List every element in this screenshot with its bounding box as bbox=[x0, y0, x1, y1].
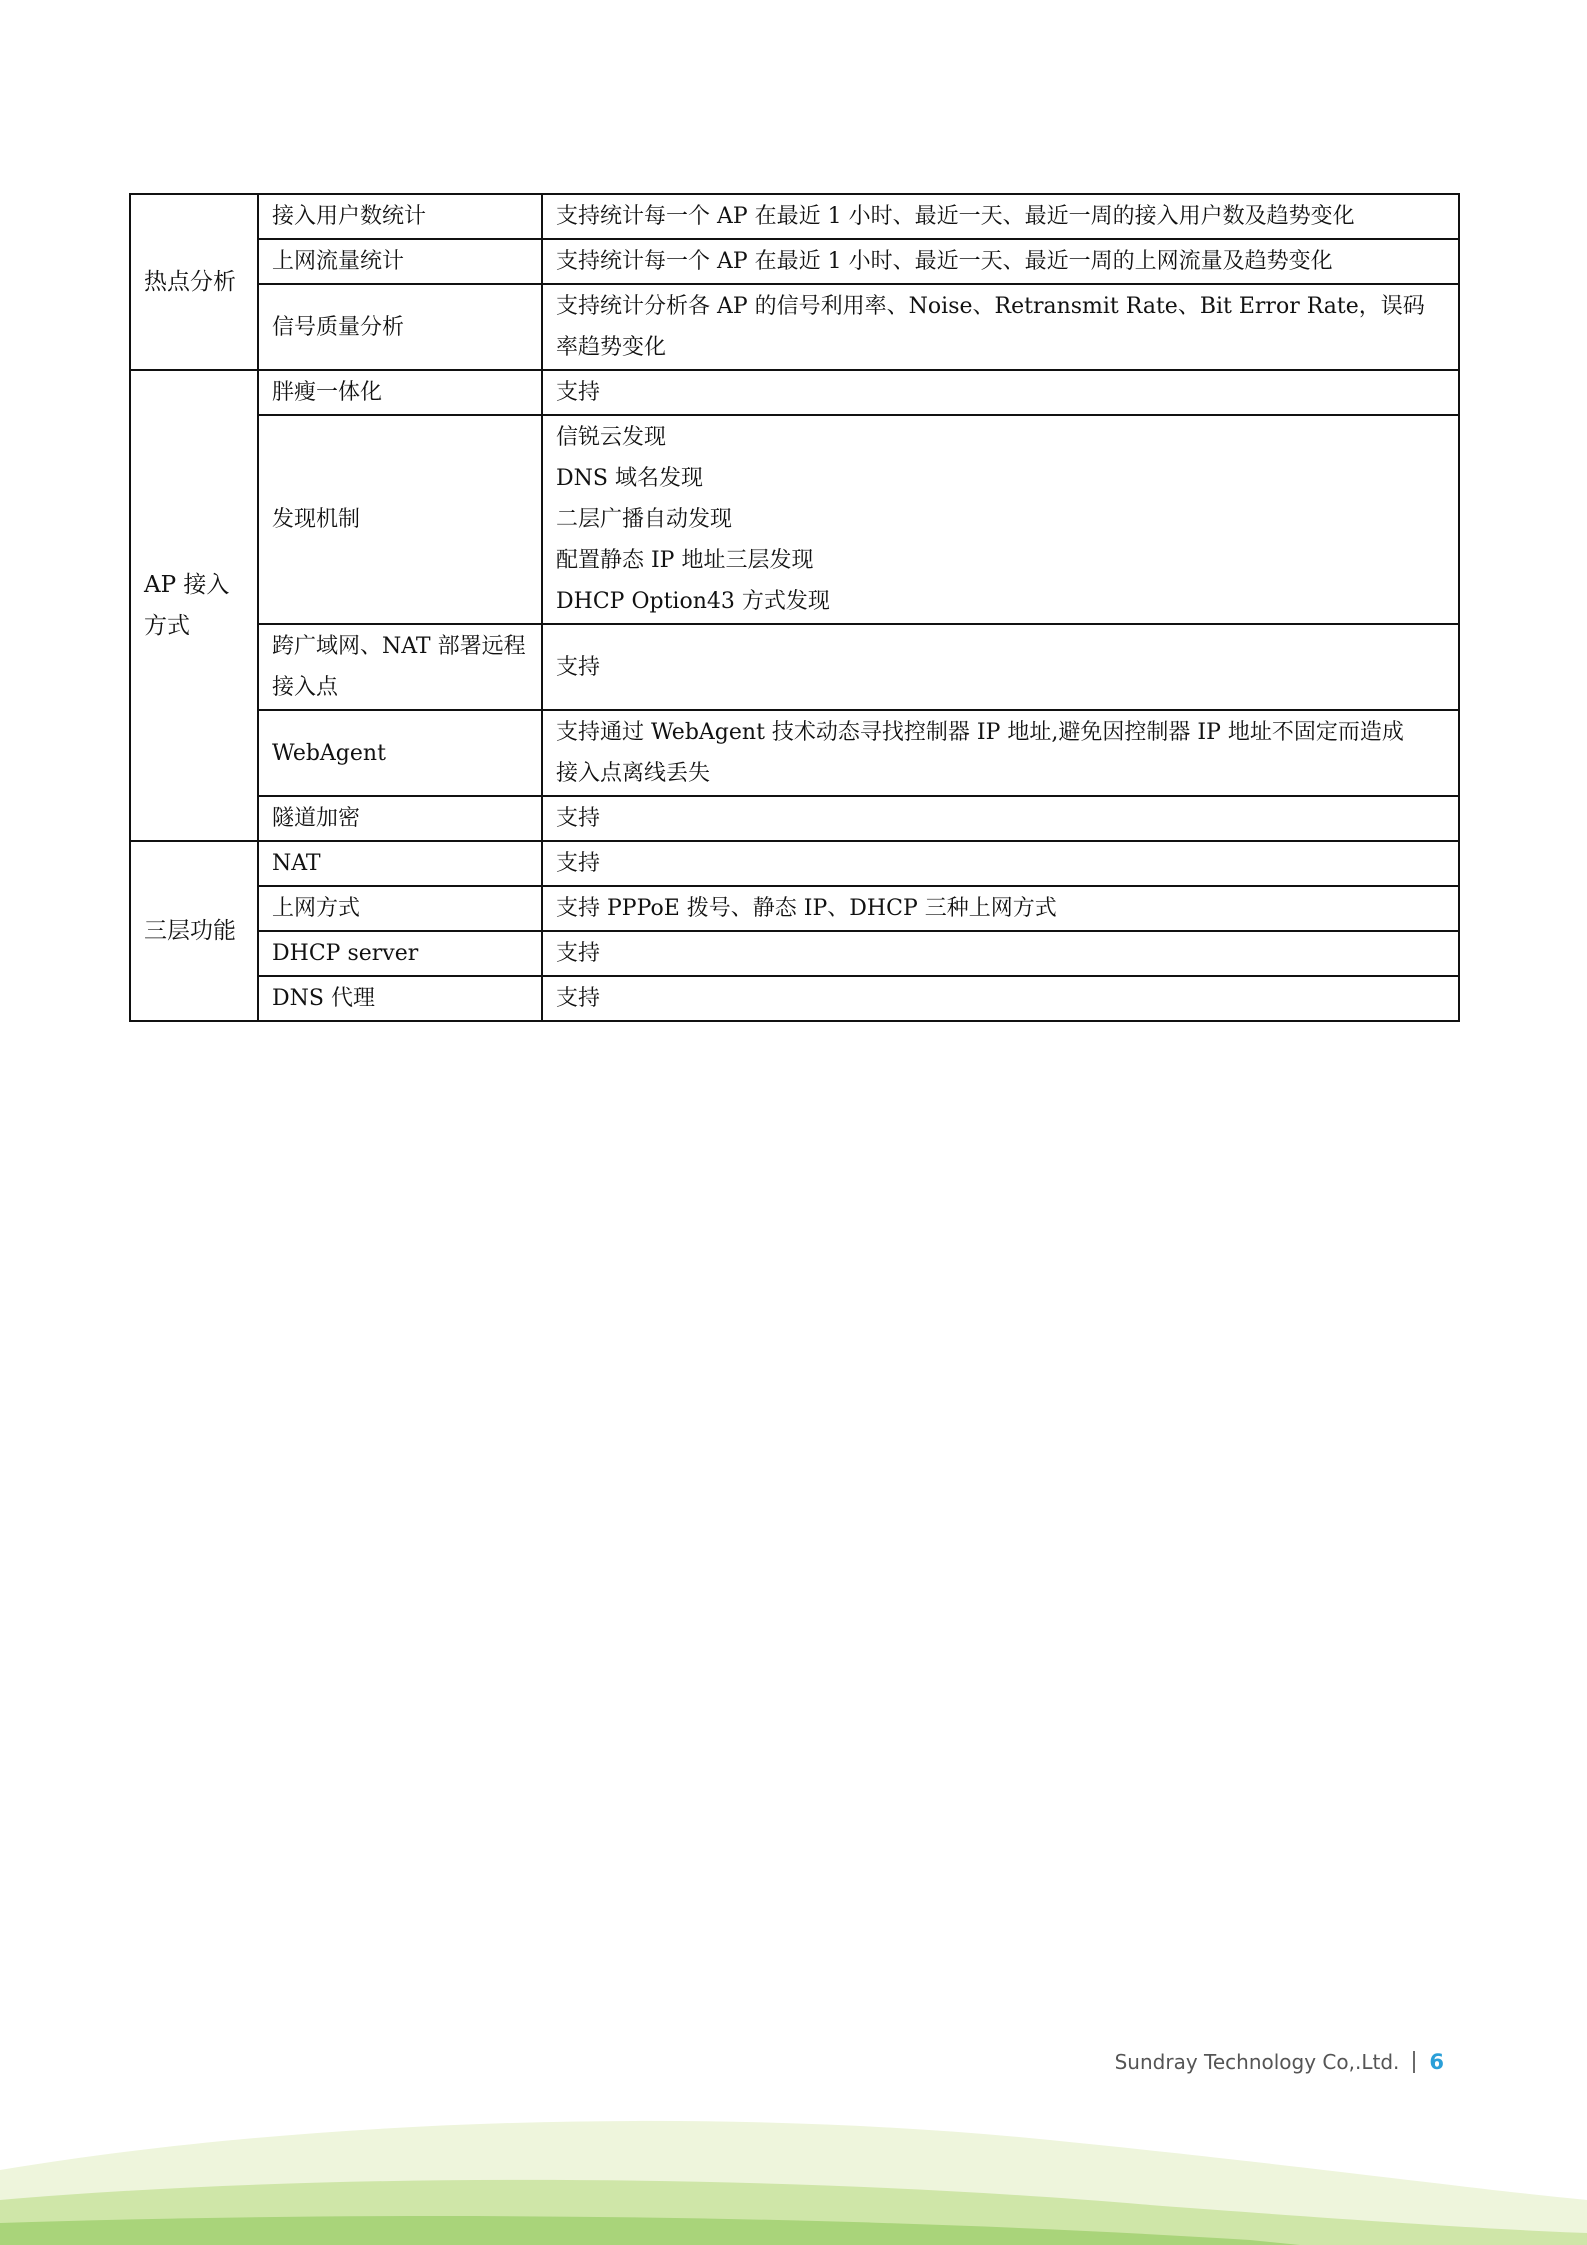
table-row bbox=[130, 194, 1459, 239]
description-text-line: 支持统计每一个 AP 在最近 1 小时、最近一天、最近一周的接入用户数及趋势变化 bbox=[556, 204, 1355, 229]
feature-text-line: 上网方式 bbox=[272, 896, 361, 921]
table-row bbox=[130, 976, 1459, 1021]
page-footer bbox=[1115, 2050, 1444, 2074]
description-text-line: 配置静态 IP 地址三层发现 bbox=[556, 548, 814, 573]
feature-cell bbox=[258, 931, 542, 976]
description-cell bbox=[542, 194, 1459, 239]
feature-text-line: WebAgent bbox=[272, 740, 386, 766]
feature-text-line: 跨广域网、NAT 部署远程 bbox=[272, 634, 526, 659]
feature-text-line: 发现机制 bbox=[272, 507, 361, 532]
category-cell bbox=[130, 370, 258, 841]
category-text-line: AP 接入 bbox=[144, 571, 230, 598]
description-text-line: 率趋势变化 bbox=[556, 335, 667, 360]
description-text-line: 支持 bbox=[556, 380, 601, 405]
feature-text-line: NAT bbox=[272, 851, 321, 876]
description-text-line: 支持 bbox=[556, 986, 601, 1011]
feature-cell bbox=[258, 239, 542, 284]
table-row bbox=[130, 624, 1459, 710]
description-cell bbox=[542, 976, 1459, 1021]
feature-cell bbox=[258, 710, 542, 796]
category-cell: 三层功能 bbox=[130, 841, 258, 1021]
feature-cell bbox=[258, 796, 542, 841]
table-row bbox=[130, 370, 1459, 415]
description-cell bbox=[542, 370, 1459, 415]
footer-company: Sundray Technology Co,.Ltd. bbox=[1114, 2050, 1400, 2074]
feature-cell bbox=[258, 415, 542, 624]
feature-spec-table-body bbox=[130, 194, 1459, 1021]
description-cell bbox=[542, 710, 1459, 796]
table-row bbox=[130, 886, 1459, 931]
category-cell: 热点分析 bbox=[130, 194, 258, 370]
description-text-line: DHCP Option43 方式发现 bbox=[556, 589, 830, 614]
description-text-line: 支持通过 WebAgent 技术动态寻找控制器 IP 地址,避免因控制器 IP 地址不固定而造成 bbox=[556, 720, 1404, 745]
description-text-line: 信锐云发现 bbox=[556, 425, 667, 450]
feature-text-line: 信号质量分析 bbox=[272, 314, 405, 340]
description-text-line: 支持 bbox=[556, 654, 601, 680]
table-row bbox=[130, 796, 1459, 841]
table-row bbox=[130, 841, 1459, 886]
feature-spec-table bbox=[129, 193, 1460, 1022]
table-row bbox=[130, 284, 1459, 370]
description-cell bbox=[542, 931, 1459, 976]
page-number: 6 bbox=[1429, 2050, 1444, 2074]
feature-cell bbox=[258, 976, 542, 1021]
feature-cell bbox=[258, 624, 542, 710]
description-text-line: 支持 PPPoE 拨号、静态 IP、DHCP 三种上网方式 bbox=[556, 896, 1057, 921]
description-cell bbox=[542, 886, 1459, 931]
description-cell bbox=[542, 841, 1459, 886]
description-cell bbox=[542, 284, 1459, 370]
feature-cell bbox=[258, 194, 542, 239]
description-text-line: 支持 bbox=[556, 806, 601, 831]
footer-separator bbox=[1413, 2051, 1415, 2073]
feature-cell bbox=[258, 841, 542, 886]
description-text-line: 支持统计每一个 AP 在最近 1 小时、最近一天、最近一周的上网流量及趋势变化 bbox=[556, 249, 1333, 274]
description-cell bbox=[542, 239, 1459, 284]
description-cell bbox=[542, 796, 1459, 841]
feature-text-line: 胖瘦一体化 bbox=[272, 380, 383, 405]
table-row bbox=[130, 239, 1459, 284]
feature-cell bbox=[258, 370, 542, 415]
footer-wave-decoration bbox=[0, 2115, 1587, 2245]
feature-cell bbox=[258, 886, 542, 931]
feature-text-line: 接入用户数统计 bbox=[272, 204, 427, 229]
description-text-line: DNS 域名发现 bbox=[556, 466, 703, 491]
description-text-line: 接入点离线丢失 bbox=[556, 761, 711, 786]
description-text-line: 支持 bbox=[556, 941, 601, 966]
description-cell bbox=[542, 624, 1459, 710]
feature-text-line: 上网流量统计 bbox=[272, 249, 405, 274]
description-text-line: 支持 bbox=[556, 851, 601, 876]
table-row bbox=[130, 931, 1459, 976]
description-text-line: 二层广播自动发现 bbox=[556, 507, 733, 532]
description-text-line: 支持统计分析各 AP 的信号利用率、Noise、Retransmit Rate、Bit Error Rate，误码 bbox=[556, 294, 1425, 319]
feature-cell bbox=[258, 284, 542, 370]
feature-text-line: 接入点 bbox=[272, 675, 339, 700]
table-row bbox=[130, 710, 1459, 796]
feature-text-line: 隧道加密 bbox=[272, 806, 361, 831]
feature-text-line: DHCP server bbox=[272, 941, 419, 966]
description-cell bbox=[542, 415, 1459, 624]
category-text-line: 方式 bbox=[144, 612, 190, 639]
feature-text-line: DNS 代理 bbox=[272, 986, 375, 1011]
table-row bbox=[130, 415, 1459, 624]
